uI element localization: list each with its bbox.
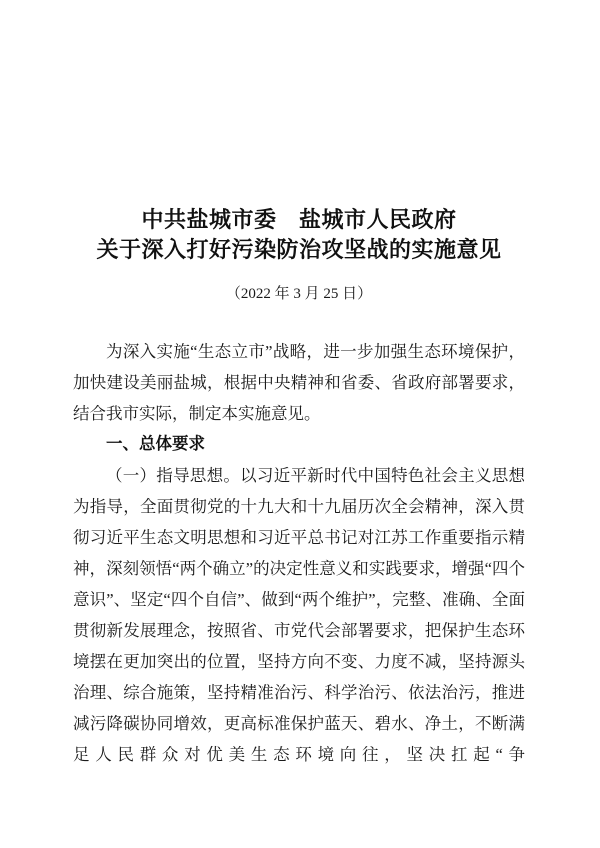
document-title [73, 205, 525, 265]
title-line-issuers: 中共盐城市委 盐城市人民政府 [141, 207, 457, 232]
paragraph-intro: 为深入实施“生态立市”战略，进一步加强生态环境保护，加快建设美丽盐城，根据中央精神和省委、省政府部署要求，结合我市实际，制定本实施意见。 [73, 342, 525, 423]
document-body [73, 336, 525, 770]
title-line-subject: 关于深入打好污染防治攻坚战的实施意见 [96, 237, 502, 262]
document-dateline: （2022 年 3 月 25 日） [225, 286, 373, 302]
paragraph-guiding-ideology: （一）指导思想。以习近平新时代中国特色社会主义思想为指导，全面贯彻党的十九大和十九届历次全会精神，深入贯彻习近平生态文明思想和习近平总书记对江苏工作重要指示精神，深刻领悟“两个确立”的决定性意义和实践要求，增强“四个意识”、坚定“四个自信”、做到“两个维护”，完整、准确、全面贯彻新发展理念，按照省、市党代会部署要求，把保护生态环境摆在更加突出的位置，坚持方向不变、力度不减，坚持源头治理、综合施策，坚持精准治污、科学治污、依法治污，推进减污降碳协同增效，更高标准保护蓝天、碧水、净土，不断满足人民群众对优美生态环境向往，坚决扛起“争 [73, 466, 525, 764]
section-heading-overall-requirements: 一、总体要求 [106, 435, 205, 453]
